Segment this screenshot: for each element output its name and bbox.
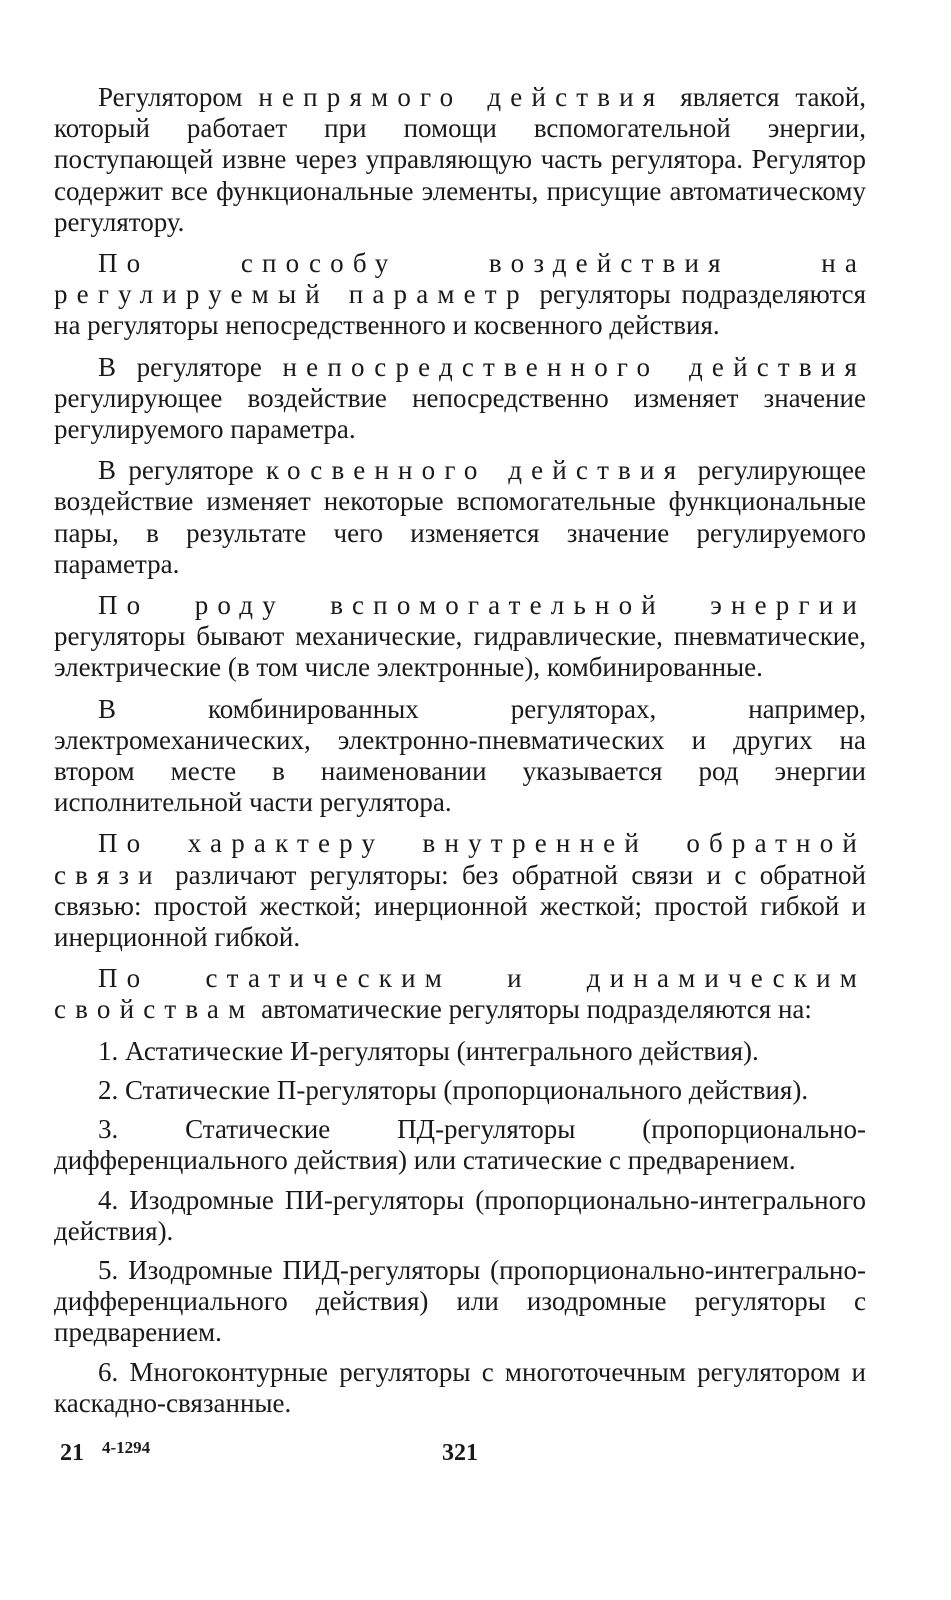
- page-body: [54, 82, 866, 1427]
- spaced-term: По роду вспомогательной энергии: [98, 590, 866, 621]
- paragraph-by-energy-type: По роду вспомогательной энергии регуляторы бывают механические, гидравлические, пневматические, электрические (в том числе электронные), комбинированные.: [54, 590, 866, 683]
- paragraph-direct-action: В регуляторе непосредственного действия регулирующее воздействие непосредственно изменяет значение регулируемого параметра.: [54, 351, 867, 445]
- paragraph-combined-regulators: В комбинированных регуляторах, например, электромеханических, электронно-пневматических и других на втором месте в наименовании указывается род энергии исполнительной части регулятора.: [54, 693, 866, 818]
- list-item: 2. Статические П-регуляторы (пропорционального действия).: [98, 1074, 809, 1105]
- paragraph-by-static-dynamic: По статическим и динамическим свойствам автоматические регуляторы подразделяются на:: [54, 963, 866, 1025]
- paragraph-by-feedback: По характеру внутренней обратной связи различают регуляторы: без обратной связи и с обратной связью: простой жесткой; инерционной жесткой; простой гибкой и инерционной гибкой.: [54, 828, 866, 953]
- list-item: 1. Астатические И-регуляторы (интегрального действия).: [98, 1035, 759, 1066]
- page-number: 321: [442, 1440, 478, 1466]
- spaced-term: По статическим и динамическим свойствам: [54, 963, 866, 1025]
- paragraph-indirect-action: Регулятором непрямого действия является такой, который работает при помощи вспомогательной энергии, поступающей извне через управляющую часть регулятора. Регулятор содержит все функциональные элементы, присущие автоматическому регулятору.: [54, 82, 866, 237]
- spaced-term: По характеру внутренней обратной связи: [54, 828, 866, 890]
- list-item: 5. Изодромные ПИД-регуляторы (пропорционально-интегрально-дифференциального действия) или изодромные регуляторы с предварением.: [54, 1254, 866, 1348]
- paragraph-indirect-regulator: В регуляторе косвенного действия регулирующее воздействие изменяет некоторые вспомогательные функциональные пары, в результате чего изменяется значение регулируемого параметра.: [54, 455, 866, 579]
- spaced-term: непосредственного действия: [282, 351, 867, 382]
- signature-number: 21: [60, 1440, 84, 1466]
- list-item: 4. Изодромные ПИ-регуляторы (пропорционально-интегрального действия).: [54, 1184, 866, 1246]
- page-footer: [0, 1438, 951, 1478]
- spaced-term: По способу воздействия на регулируемый параметр: [54, 248, 866, 310]
- paragraph-by-action-method: По способу воздействия на регулируемый параметр регуляторы подразделяются на регуляторы непосредственного и косвенного действия.: [54, 248, 866, 341]
- spaced-term: косвенного действия: [266, 455, 686, 486]
- list-item: 6. Многоконтурные регуляторы с многоточечным регулятором и каскадно-связанные.: [54, 1356, 866, 1418]
- signature-code: 4-1294: [102, 1438, 151, 1457]
- spaced-term: непрямого действия: [258, 82, 665, 112]
- list-item: 3. Статические ПД-регуляторы (пропорционально-дифференциального действия) или статические с предварением.: [54, 1114, 866, 1176]
